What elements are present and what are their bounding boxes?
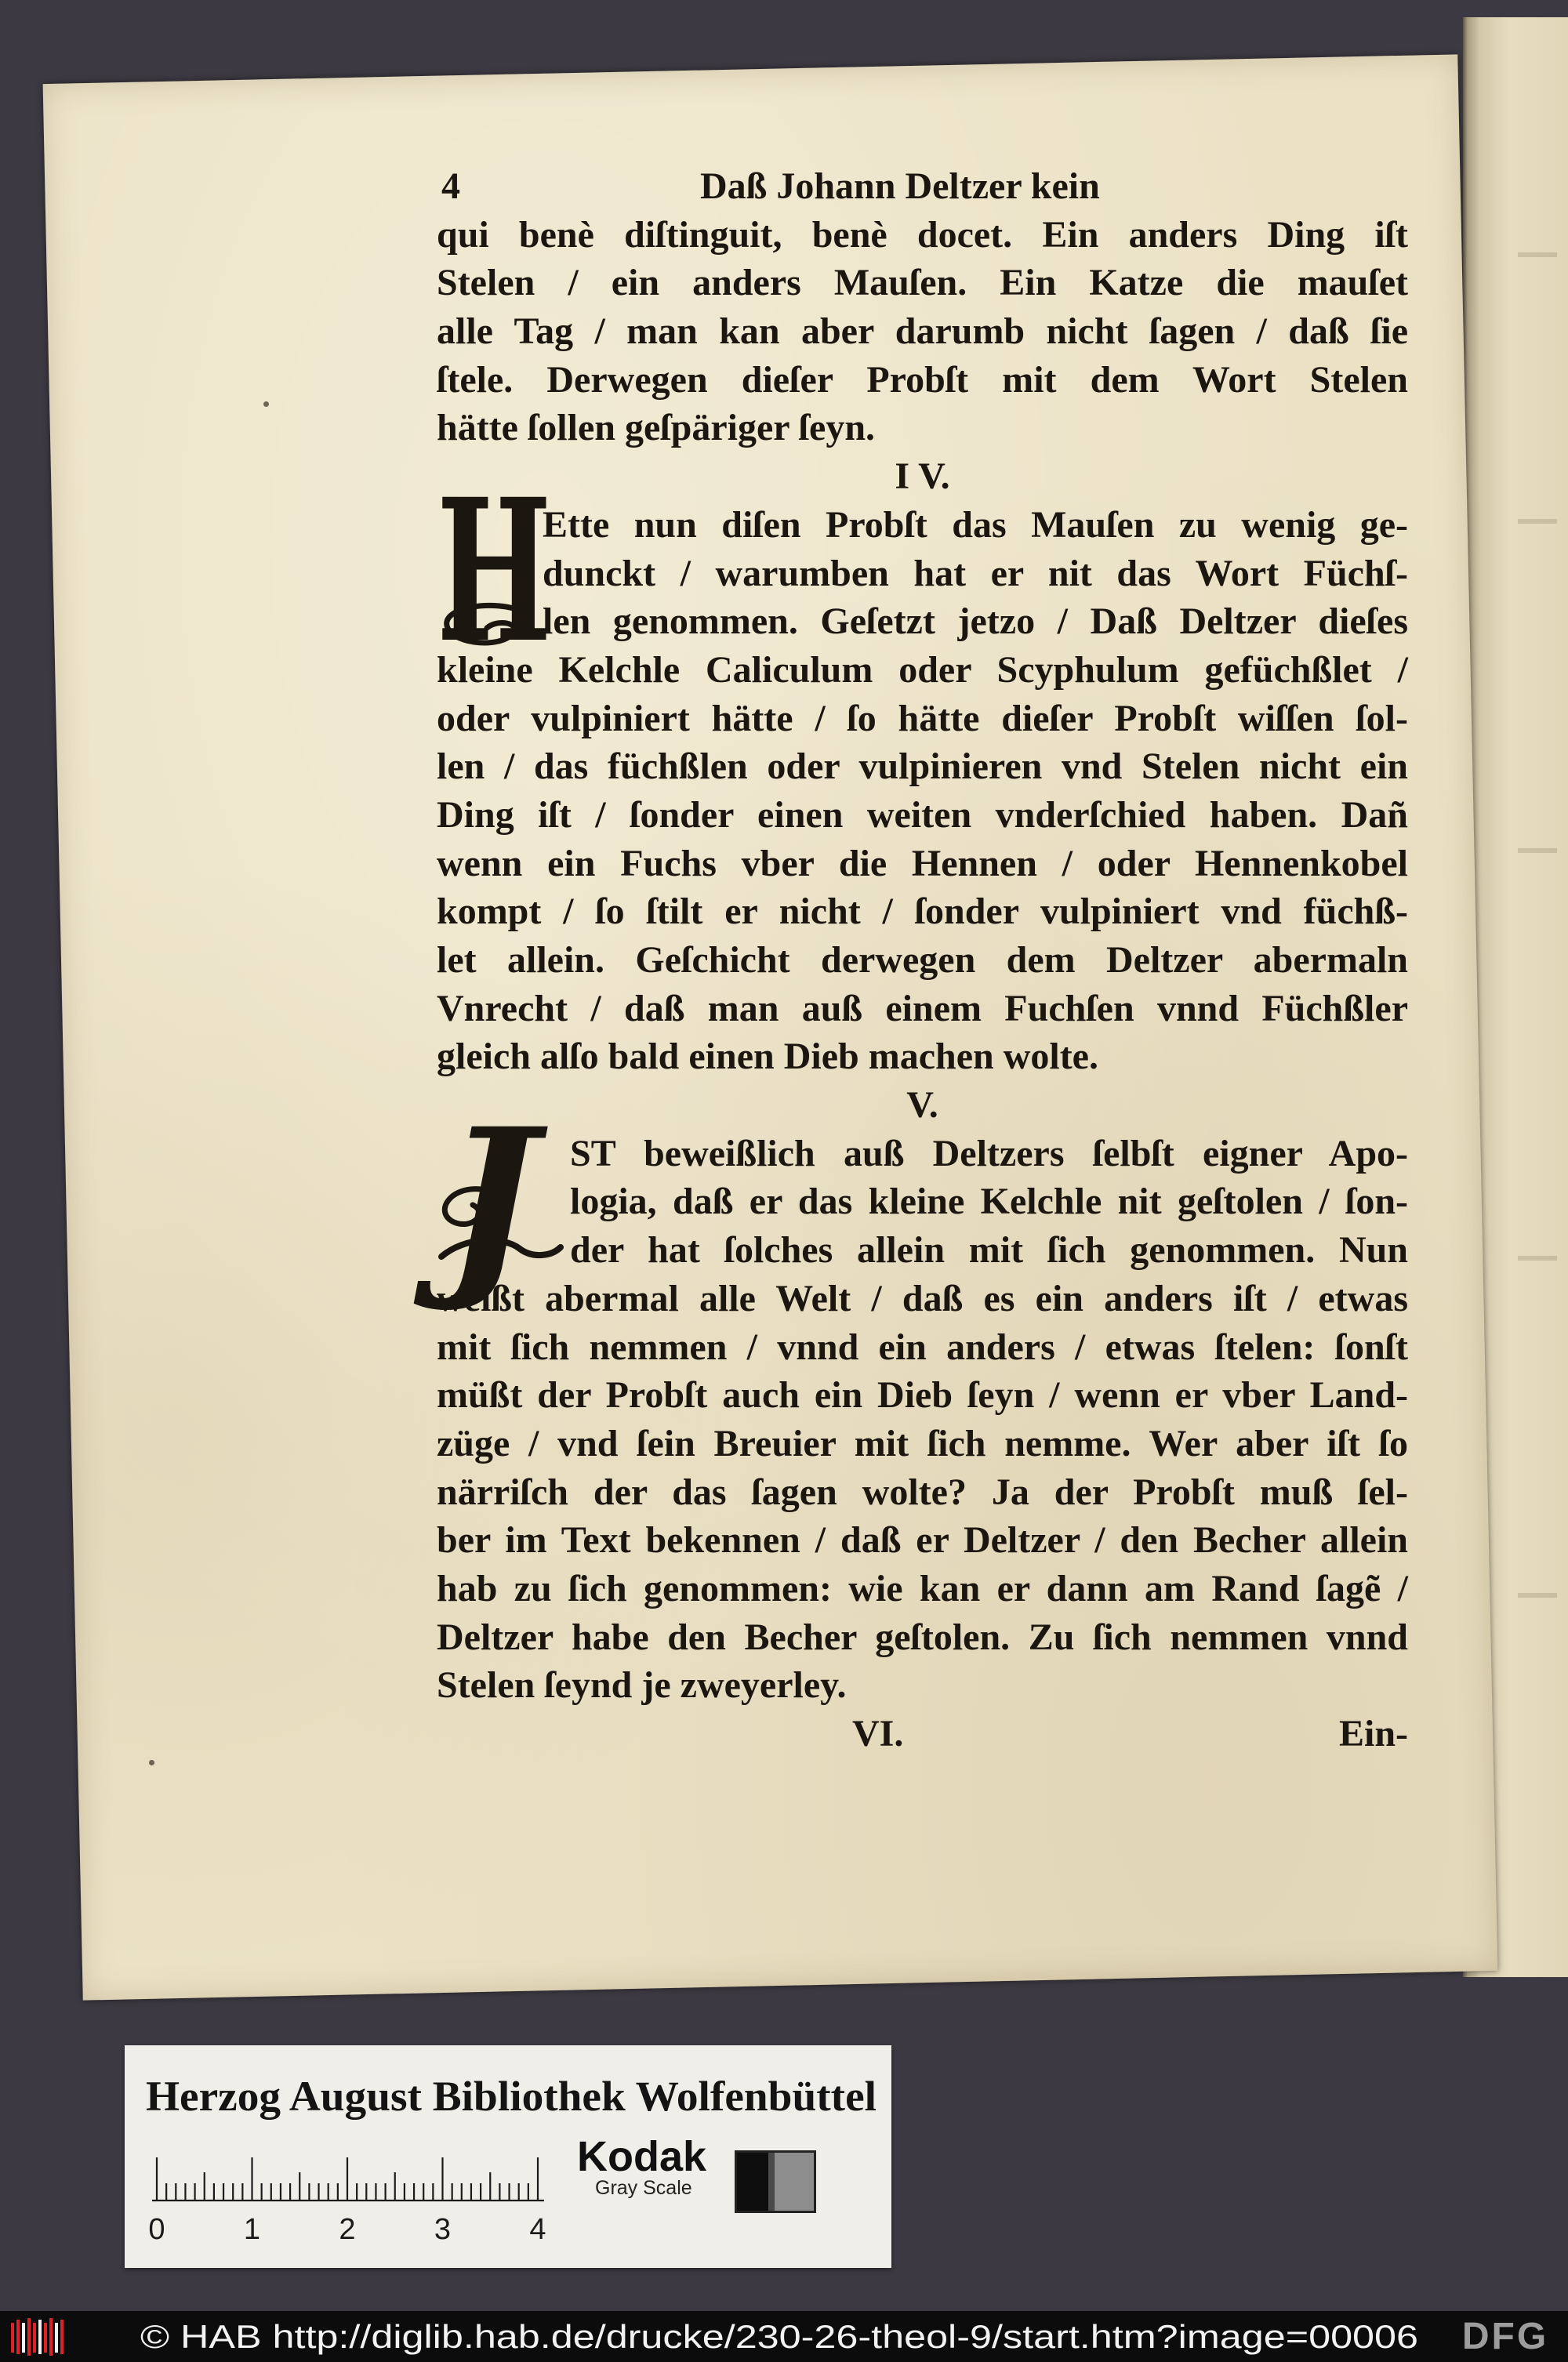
line-text: alle Tag / man kan aber darumb nicht ſagen / daß ſie [437, 310, 1408, 353]
line-text: dunckt / warumben hat er nit das Wort Füchſ- [543, 552, 1408, 594]
text-line [437, 307, 1408, 356]
line-text: ſtele. Derwegen dieſer Probſt mit dem Wort Stelen [437, 358, 1408, 401]
ruler-label: 4 [529, 2213, 546, 2246]
ruler-label: 0 [148, 2213, 165, 2246]
text-line [437, 742, 1408, 791]
text-line [437, 1565, 1408, 1613]
text-line [437, 1468, 1408, 1517]
ruler-scale [148, 2151, 556, 2249]
flourish-icon [432, 601, 534, 656]
footer-bar [0, 2311, 1568, 2362]
text-line [437, 936, 1408, 985]
text-line [437, 1420, 1408, 1468]
ruler-label: 1 [243, 2213, 261, 2246]
card-institution-row [146, 2073, 877, 2120]
text-line [437, 1516, 1408, 1565]
card-institution: Herzog August Bibliothek Wolfenbüttel [146, 2073, 877, 2120]
text-line [437, 1613, 1408, 1662]
line-text: der hat ſolches allein mit ſich genommen. Nun [570, 1229, 1408, 1272]
product-label: Gray Scale [595, 2177, 692, 2199]
section-heading: I V. [895, 455, 950, 498]
ruler-label: 3 [434, 2213, 452, 2246]
dfg-logo: DFG [1461, 2316, 1549, 2357]
text-line [437, 259, 1408, 307]
line-text: len / das füchßlen oder vulpinieren vnd Stelen nicht ein [437, 746, 1408, 788]
bleed-through-mark [1518, 848, 1557, 853]
flourish-icon [434, 1181, 567, 1268]
line-text: närriſch der das ſagen wolte? Ja der Probſt muß ſel- [437, 1471, 1408, 1513]
line-text: oder vulpiniert hätte / ſo hätte dieſer Probſt wiſſen ſol- [437, 697, 1408, 739]
section-heading: V. [906, 1084, 938, 1127]
line-text: mit ſich nemmen / vnnd ein anders / etwas ſtelen: ſonſt [437, 1326, 1408, 1368]
line-text: logia, daß er das kleine Kelchle nit geſtolen / ſon- [570, 1181, 1408, 1223]
line-text: müßt der Probſt auch ein Dieb ſeyn / wenn er vber Land- [437, 1374, 1408, 1417]
text-line [437, 1661, 1408, 1710]
line-text: ber im Text bekennen / daß er Deltzer / den Becher allein [437, 1519, 1408, 1562]
page-number: 4 [441, 165, 460, 207]
line-text: let allein. Geſchicht derwegen dem Deltzer abermaln [437, 939, 1408, 981]
ruler-label: 2 [339, 2213, 356, 2246]
credit-row [140, 2311, 1418, 2362]
running-head [437, 162, 1408, 211]
line-text: kleine Kelchle Caliculum oder Scyphulum gefüchßlet / [437, 648, 1408, 691]
line-text: len genommen. Geſetzt jetzo / Daß Deltzer dieſes [543, 600, 1408, 643]
black-patch [737, 2153, 768, 2211]
line-text: weißt abermal alle Welt / daß es ein anders iſt / etwas [437, 1277, 1408, 1319]
next-section-heading: VI. [852, 1713, 904, 1754]
text-line [437, 840, 1408, 888]
text-line [437, 1371, 1408, 1420]
text-line [437, 211, 1408, 259]
line-text: qui benè diſtinguit, benè docet. Ein anders Ding iſt [437, 213, 1408, 256]
line-text: Ette nun diſen Probſt das Mauſen zu wenig ge- [543, 503, 1408, 546]
line-text: gleich alſo bald einen Dieb machen wolte. [437, 1036, 1098, 1078]
color-reference-card [125, 2045, 891, 2268]
section-heading-row [437, 452, 1408, 501]
dark-gray-patch [768, 2153, 775, 2211]
line-text: Stelen ſeynd je zweyerley. [437, 1664, 847, 1707]
line-text: wenn ein Fuchs vber die Hennen / oder Hennenkobel [437, 842, 1408, 884]
ruler-ticks [157, 2157, 538, 2201]
text-line [437, 1323, 1408, 1372]
bleed-through-mark [1518, 1256, 1557, 1261]
text-line [437, 1275, 1408, 1323]
text-line [437, 356, 1408, 405]
line-text: hätte ſollen geſpäriger ſeyn. [437, 407, 876, 449]
drop-cap-initial: H [437, 455, 552, 686]
text-line [437, 501, 1408, 550]
paper-speck [263, 401, 269, 407]
text-line [437, 1130, 1408, 1178]
section-heading-row [437, 1081, 1408, 1130]
text-line [437, 646, 1408, 695]
next-section-row [437, 1710, 1408, 1758]
page-text-block [437, 162, 1408, 1758]
library-logo-icon [8, 2317, 66, 2357]
bleed-through-mark [1518, 1593, 1557, 1598]
bleed-through-mark [1518, 252, 1557, 257]
credit-text: © HAB http://diglib.hab.de/drucke/230-26-theol-9/start.htm?image=00006 [140, 2318, 1418, 2355]
catchword: Ein- [1338, 1713, 1408, 1754]
line-text: züge / vnd ſein Breuier mit ſich nemme. Wer aber iſt ſo [437, 1422, 1408, 1464]
drop-cap-initial: J [445, 1085, 538, 1315]
line-text: ST beweißlich auß Deltzers ſelbſt eigner Apo- [570, 1132, 1408, 1174]
text-line [437, 887, 1408, 936]
text-line [437, 1032, 1408, 1081]
line-text: hab zu ſich genommen: wie kan er dann am Rand ſagẽ / [437, 1567, 1408, 1609]
gray-scale-patch [735, 2150, 816, 2213]
mid-gray-patch [775, 2153, 814, 2211]
text-line [437, 597, 1408, 646]
text-line [437, 791, 1408, 840]
line-text: kompt / ſo ſtilt er nicht / ſonder vulpiniert vnd füchß- [437, 891, 1408, 933]
paper-speck [149, 1760, 154, 1765]
bleed-through-mark [1518, 519, 1557, 524]
running-title: Daß Johann Deltzer kein [700, 165, 1100, 207]
text-line [437, 1226, 1408, 1275]
text-line [437, 695, 1408, 743]
text-line [437, 404, 1408, 452]
line-text: Vnrecht / daß man auß einem Fuchſen vnnd Füchßler [437, 987, 1408, 1029]
line-text: Ding iſt / ſonder einen weiten vnderſchied haben. Dañ [437, 793, 1408, 836]
brand-label: Kodak [577, 2133, 707, 2180]
line-text: Stelen / ein anders Mauſen. Ein Katze die mauſet [437, 262, 1408, 304]
line-text: Deltzer habe den Becher geſtolen. Zu ſich nemmen vnnd [437, 1616, 1408, 1658]
text-line [437, 550, 1408, 598]
text-line [437, 985, 1408, 1033]
text-line [437, 1177, 1408, 1226]
